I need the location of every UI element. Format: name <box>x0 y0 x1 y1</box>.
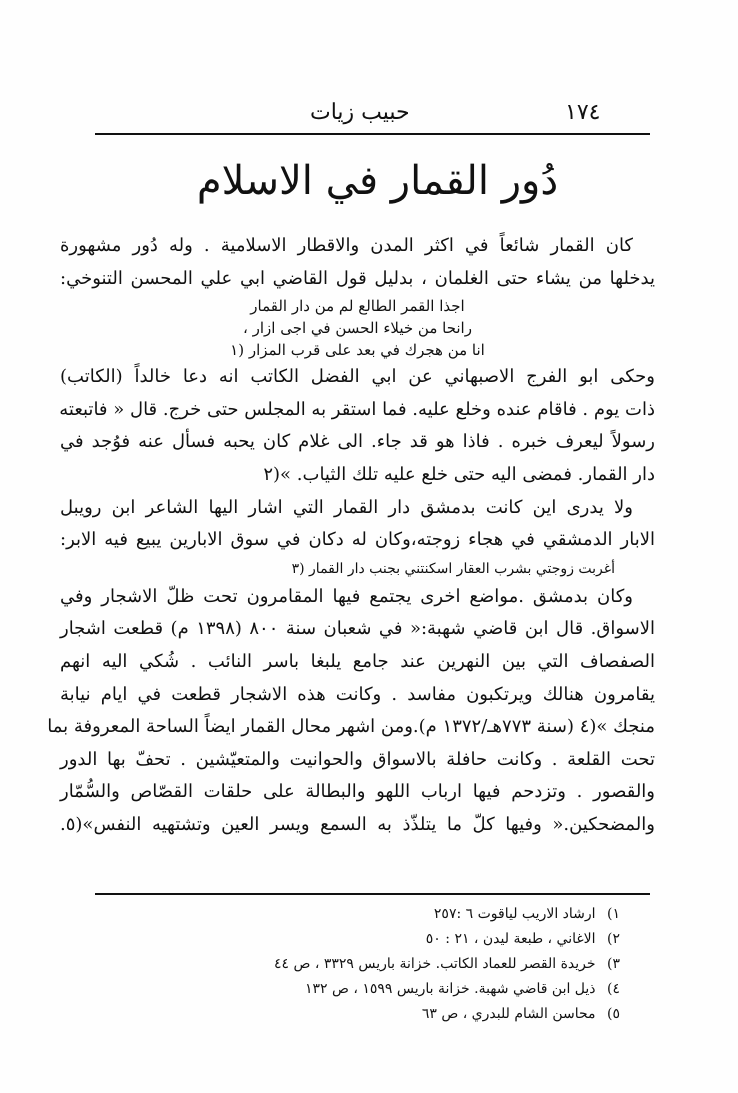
page-header <box>0 100 738 130</box>
footnotes <box>180 902 620 1027</box>
footnote <box>180 927 620 952</box>
footnote-number: ٤) <box>607 981 620 997</box>
footnote-text: ذيل ابن قاضي شهبة. خزانة باريس ١٥٩٩ ، ص ١٣٢ <box>305 981 596 997</box>
verse-line: أغربت زوجتي بشرب العقار اسكنتني بجنب دار القمار (٣ <box>291 560 615 577</box>
footnote-number: ٥) <box>607 1006 620 1022</box>
footnote <box>180 1002 620 1027</box>
text-line: تحت القلعة . وكانت حافلة بالاسواق والحوانيت والمتعيّشين . تحفّ بها الدور <box>60 748 655 770</box>
text-line: ذات يوم . فاقام عنده وخلع عليه. فما استقر به المجلس حتى خرج. قال « فاتبعته <box>59 398 655 420</box>
footnote-number: ٣) <box>607 956 620 972</box>
footnote-text: محاسن الشام للبدري ، ص ٦٣ <box>421 1006 596 1022</box>
footnote-number: ١) <box>607 906 620 922</box>
footnote <box>180 977 620 1002</box>
text-line: كان القمار شائعاً في اكثر المدن والاقطار الاسلامية . وله دُور مشهورة <box>60 235 633 256</box>
footnote-text: ارشاد الاريب لياقوت ٦ :٢٥٧ <box>433 906 596 922</box>
text-line: الاسواق. قال ابن قاضي شهبة:« في شعبان سنة ٨٠٠ (١٣٩٨ م) قطعت اشجار <box>60 618 655 640</box>
header-rule <box>95 133 650 135</box>
text-line: الابار الدمشقي في هجاء زوجته،وكان له دكان في سوق الابارين يبيع فيه الابر: <box>60 529 655 551</box>
footnote-number: ٢) <box>607 931 620 947</box>
verse-line: انا من هجرك في بعد على قرب المزار (١ <box>230 341 485 360</box>
text-line: منجك »(٤ (سنة ٧٧٣هـ/١٣٧٢ م).ومن اشهر محال القمار ايضاً الساحة المعروفة بما <box>47 716 655 738</box>
verse-line: رانحا من خيلاء الحسن في اجى ازار ، <box>243 319 472 338</box>
text-line: يدخلها من يشاء حتى الغلمان ، بدليل قول القاضي ابي علي المحسن التنوخي: <box>60 267 655 289</box>
text-line: يقامرون هنالك ويرتكبون مفاسد . وكانت هذه الاشجار قطعت في ايام نيابة <box>60 683 655 705</box>
footnote-rule <box>95 893 650 895</box>
running-head: حبيب زيات <box>310 100 410 125</box>
text-line: والقصور . وتزدحم فيها ارباب اللهو والبطالة على حلقات القصّاص والسُّمّار <box>60 781 655 803</box>
text-line: الصفصاف التي بين النهرين عند جامع يلبغا باسر النائب . شُكي اليه انهم <box>60 650 655 672</box>
text-line: وحكى ابو الفرج الاصبهاني عن ابي الفضل الكاتب انه دعا خالداً (الكاتب) <box>60 366 655 388</box>
article-title: دُور القمار في الاسلام <box>196 158 559 204</box>
footnote-text: الاغاني ، طبعة ليدن ، ٢١ : ٥٠ <box>425 931 596 947</box>
text-line: رسولاً ليعرف خبره . فاذا هو قد جاء. الى غلام كان يحبه فسأل عنه فوُجد في <box>60 431 655 453</box>
footnote-text: خريدة القصر للعماد الكاتب. خزانة باريس ٣٣٢٩ ، ص ٤٤ <box>274 956 596 972</box>
page-number: ١٧٤ <box>565 100 601 125</box>
text-line: ولا يدرى اين كانت بدمشق دار القمار التي اشار اليها الشاعر ابن رويبل <box>60 496 633 518</box>
text-line: والمضحكين.« وفيها كلّ ما يتلذّذ به السمع ويسر العين وتشتهيه النفس»(٥. <box>60 813 655 835</box>
footnote <box>180 902 620 927</box>
verse-line: اجذا القمر الطالع لم من دار القمار <box>250 297 465 316</box>
article-body <box>47 230 655 842</box>
text-line: دار القمار. فمضى اليه حتى خلع عليه تلك الثياب. »(٢ <box>263 463 655 485</box>
footnote <box>180 952 620 977</box>
text-line: وكان بدمشق .مواضع اخرى يجتمع فيها المقامرون تحت ظلّ الاشجار وفي <box>60 585 633 607</box>
